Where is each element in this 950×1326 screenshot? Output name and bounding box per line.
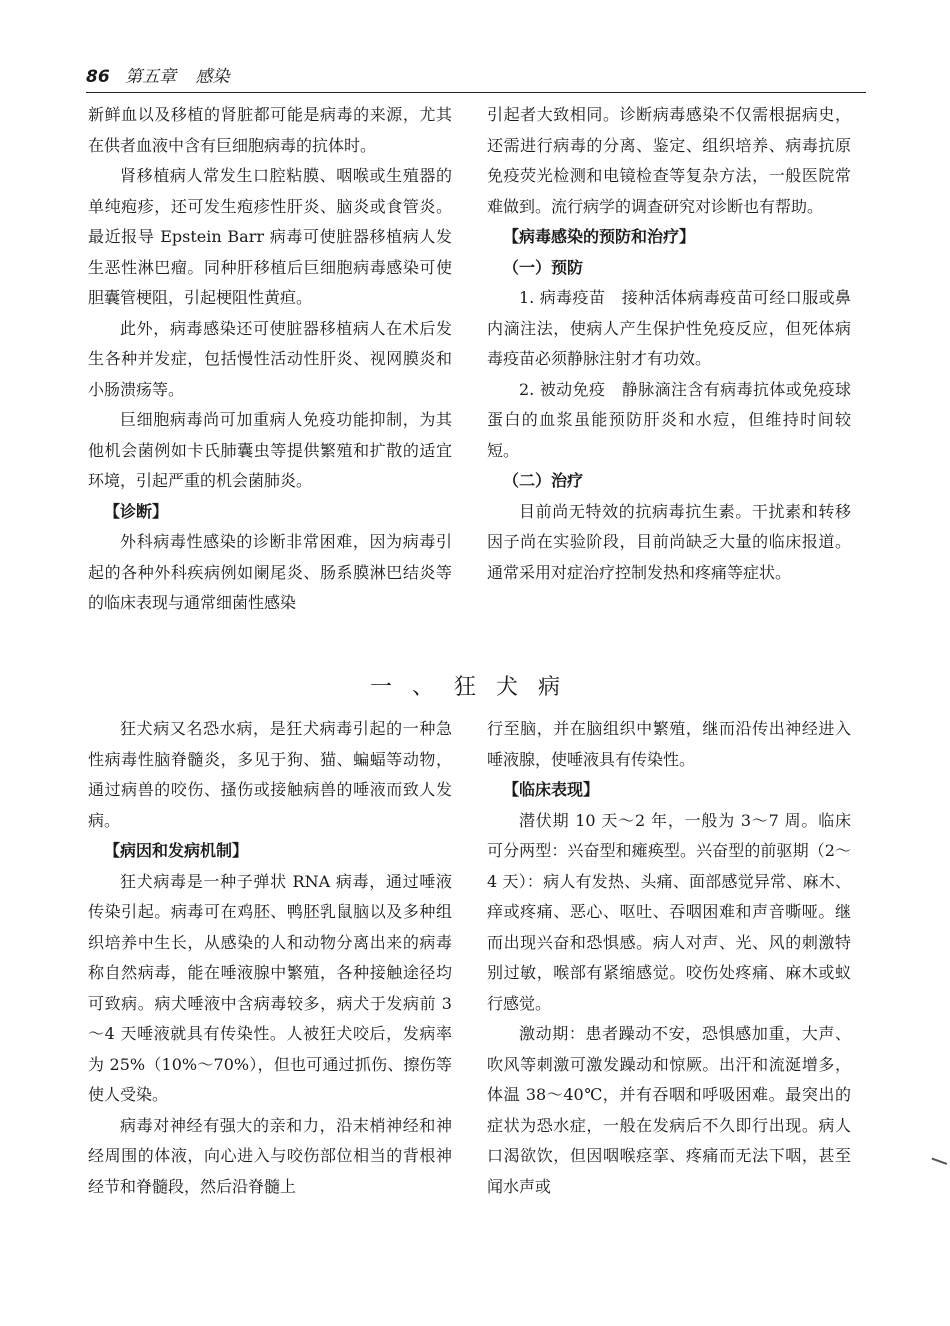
- paragraph: 此外，病毒感染还可使脏器移植病人在术后发生各种并发症，包括慢性活动性肝炎、视网膜炎和小肠溃疡等。: [88, 318, 452, 399]
- paragraph: 行至脑，并在脑组织中繁殖，继而沿传出神经进入唾液腺，使唾液具有传染性。: [487, 719, 851, 769]
- subheading-treatment: （二）治疗: [503, 471, 584, 490]
- paragraph: 狂犬病又名恐水病，是狂犬病毒引起的一种急性病毒性脑脊髓炎，多见于狗、猫、蝙蝠等动物，通过病兽的咬伤、搔伤或接触病兽的唾液而致人发病。: [88, 719, 452, 830]
- paragraph: 引起者大致相同。诊断病毒感染不仅需根据病史，还需进行病毒的分离、鉴定、组织培养、病毒抗原免疫荧光检测和电镜检查等复杂方法，一般医院常难做到。流行病学的调查研究对诊断也有帮助。: [487, 105, 851, 216]
- subheading-prevention-treatment: 【病毒感染的预防和治疗】: [503, 227, 696, 246]
- paragraph: 目前尚无特效的抗病毒抗生素。干扰素和转移因子尚在实验阶段，目前尚缺乏大量的临床报道。通常采用对症治疗控制发热和疼痛等症状。: [487, 501, 851, 582]
- header-rule: [86, 92, 866, 93]
- subheading-clinical: 【临床表现】: [503, 780, 600, 799]
- upper-right-column: [487, 100, 851, 588]
- chapter-number: 第五章: [125, 67, 177, 87]
- paragraph: 潜伏期 10 天～2 年，一般为 3～7 周。临床可分两型：兴奋型和瘫痪型。兴奋型的前驱期（2～4 天）：病人有发热、头痛、面部感觉异常、麻木、痒或疼痛、恶心、呕吐、吞咽困难和声音嘶哑。继而出现兴奋和恐惧感。病人对声、光、风的刺激特别过敏，喉部有紧缩感觉。咬伤处疼痛、麻木或蚁行感觉。: [487, 810, 851, 1013]
- lower-right-column: [487, 714, 851, 1202]
- subheading-prevention: （一）预防: [503, 257, 584, 277]
- lower-left-column: [88, 714, 452, 1202]
- paragraph: 狂犬病毒是一种子弹状 RNA 病毒，通过唾液传染引起。病毒可在鸡胚、鸭胚乳鼠脑以及多种组织培养中生长，从感染的人和动物分离出来的病毒称自然病毒，能在唾液腺中繁殖，各种接触途径均可致病。病犬唾液中含病毒较多，病犬于发病前 3～4 天唾液就具有传染性。人被狂犬咬后，发病率为 25%（10%～70%），但也可通过抓伤、擦伤等使人受染。: [88, 871, 452, 1104]
- paragraph: 巨细胞病毒尚可加重病人免疫功能抑制，为其他机会菌例如卡氏肺囊虫等提供繁殖和扩散的适宜环境，引起严重的机会菌肺炎。: [88, 410, 452, 490]
- page-header: [86, 66, 866, 88]
- paragraph: 肾移植病人常发生口腔粘膜、咽喉或生殖器的单纯疱疹，还可发生疱疹性肝炎、脑炎或食管炎。最近报导 Epstein Barr 病毒可使脏器移植病人发生恶性淋巴瘤。同种肝移植后巨细胞病毒感染可使胆囊管梗阻，引起梗阻性黄疸。: [88, 166, 452, 307]
- page-number: 86: [86, 67, 110, 87]
- paragraph: 病毒对神经有强大的亲和力，沿末梢神经和神经周围的体液，向心进入与咬伤部位相当的背根神经节和脊髓段，然后沿脊髓上: [88, 1115, 452, 1196]
- scan-edge-mark: [929, 1158, 947, 1173]
- chapter-title: 感染: [195, 67, 230, 87]
- section-title: 一、狂犬病: [369, 675, 580, 700]
- subheading-etiology: 【病因和发病机制】: [104, 841, 249, 860]
- upper-left-column: [88, 100, 452, 619]
- paragraph: 新鲜血以及移植的肾脏都可能是病毒的来源，尤其在供者血液中含有巨细胞病毒的抗体时。: [88, 105, 452, 155]
- paragraph: 1. 病毒疫苗 接种活体病毒疫苗可经口服或鼻内滴注法，使病人产生保护性免疫反应，但死体病毒疫苗必须静脉注射才有功效。: [487, 288, 851, 368]
- subheading-diagnosis: 【诊断】: [104, 501, 169, 521]
- paragraph: 激动期：患者躁动不安，恐惧感加重，大声、吹风等刺激可激发躁动和惊厥。出汗和流涎增多，体温 38～40℃，并有吞咽和呼吸困难。最突出的症状为恐水症，一般在发病后不久即行出现。病人口渴欲饮，但因咽喉痉挛、疼痛而无法下咽，甚至闻水声或: [487, 1024, 851, 1196]
- paragraph: 外科病毒性感染的诊断非常困难，因为病毒引起的各种外科疾病例如阑尾炎、肠系膜淋巴结炎等的临床表现与通常细菌性感染: [88, 532, 452, 612]
- paragraph: 2. 被动免疫 静脉滴注含有病毒抗体或免疫球蛋白的血浆虽能预防肝炎和水痘，但维持时间较短。: [487, 379, 851, 460]
